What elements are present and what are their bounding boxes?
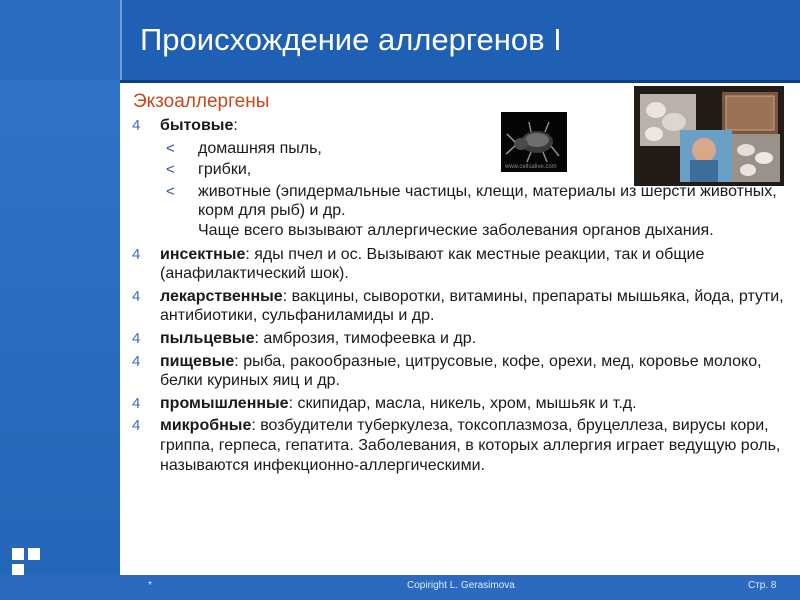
- item-text: : скипидар, масла, никель, хром, мышьяк и т.д.: [288, 394, 637, 412]
- sub-item-text: грибки,: [198, 161, 252, 179]
- bullet-marker: 4: [132, 245, 141, 263]
- sub-item-text: Чаще всего вызывают аллергические заболевания органов дыхания.: [198, 221, 714, 239]
- bullet-marker: 4: [132, 287, 141, 305]
- slide-title: Происхождение аллергенов I: [140, 22, 562, 57]
- item-text: : амброзия, тимофеевка и др.: [254, 329, 477, 347]
- bullet-marker: 4: [132, 117, 141, 134]
- item-text: : рыба, ракообразные, цитрусовые, кофе, орехи, мед, коровье молоко, белки куриных яиц и др.: [160, 352, 762, 390]
- term: пищевые: [160, 352, 235, 370]
- sub-bullet-marker: <: [166, 139, 175, 157]
- sub-bullet-marker: <: [166, 161, 175, 179]
- term: инсектные: [160, 245, 246, 263]
- bullet-marker: 4: [132, 329, 141, 347]
- sub-item-continuation: [130, 221, 790, 241]
- brand-squares-icon: [12, 548, 42, 578]
- sub-item-text: домашняя пыль,: [198, 139, 322, 157]
- slide-content: [130, 116, 790, 478]
- footer-copyright: Copiright L. Gerasimova: [407, 580, 515, 591]
- term: микробные: [160, 417, 252, 435]
- list-item: [130, 416, 790, 475]
- sub-item-text: животные (эпидермальные частицы, клещи, материалы из шерсти животных, корм для рыб) и др.: [198, 182, 777, 220]
- item-text: : возбудители туберкулеза, токсоплазмоза, бруцеллеза, вирусы кори, гриппа, герпеса, гепатита. Заболевания, в которых аллергия играет ведущую роль, называются инфекционно-аллергическими.: [160, 417, 781, 474]
- bullet-marker: 4: [132, 394, 141, 412]
- term: бытовые: [160, 117, 234, 134]
- footer-left-text: *: [148, 580, 152, 591]
- list-item: [130, 352, 790, 391]
- header-divider: [120, 80, 800, 83]
- sidebar-gradient: [0, 80, 120, 575]
- list-item: [130, 287, 790, 326]
- sub-list-item: [130, 139, 790, 159]
- term: пыльцевые: [160, 329, 255, 347]
- page-number: Стр. 8: [748, 580, 777, 591]
- bullet-marker: 4: [132, 352, 141, 370]
- list-item: [130, 394, 790, 414]
- slide-subtitle: Экзоаллергены: [133, 91, 270, 112]
- item-text: : вакцины, сыворотки, витамины, препараты мышьяка, йода, ртути, антибиотики, сульфаниламиды и др.: [160, 287, 784, 325]
- list-item: [130, 329, 790, 349]
- slide-footer: [0, 575, 800, 600]
- item-text: : яды пчел и ос. Вызывают как местные реакции, так и общие (анафилактический шок).: [160, 245, 705, 283]
- bullet-marker: 4: [132, 417, 141, 435]
- list-item: [130, 245, 790, 284]
- image-credit: www.cellsalive.com: [505, 164, 557, 170]
- item-text: :: [233, 117, 238, 134]
- sub-bullet-marker: <: [166, 182, 175, 200]
- list-item: [130, 116, 790, 136]
- term: промышленные: [160, 394, 289, 412]
- sidebar-panel: [0, 0, 120, 575]
- term: лекарственные: [160, 287, 283, 305]
- sub-list-item: [130, 160, 790, 180]
- header-accent-line: [120, 0, 122, 80]
- sub-list-item: [130, 182, 790, 221]
